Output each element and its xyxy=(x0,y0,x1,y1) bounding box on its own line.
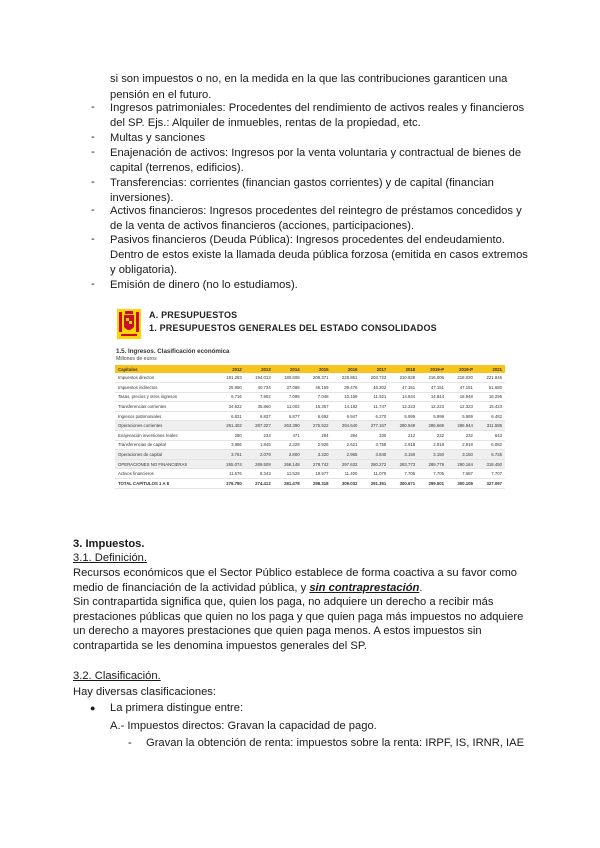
figure-title-1: A. PRESUPUESTOS xyxy=(149,310,238,320)
emphasis-text: sin contraprestación xyxy=(309,582,420,594)
table-cell: 6.482 xyxy=(476,411,505,421)
list-item-text: Activos financieros: Ingresos procedentes del reintegro de préstamos concedidos y xyxy=(110,205,522,217)
table-cell: 40.734 xyxy=(245,383,274,393)
list-dash: - xyxy=(91,233,95,245)
table-cell: 299.501 xyxy=(418,479,447,489)
table-cell: 2.621 xyxy=(332,440,361,450)
table-cell: 284 xyxy=(303,431,332,441)
list-dash: - xyxy=(91,131,95,143)
table-cell: 5.989 xyxy=(447,411,476,421)
table-cell: 14.844 xyxy=(418,392,447,402)
table-cell: 46.302 xyxy=(360,383,389,393)
list-item-text: Multas y sanciones xyxy=(110,132,206,144)
table-cell: 12.323 xyxy=(447,402,476,412)
table-cell: 280.272 xyxy=(360,459,389,469)
definition-line xyxy=(73,581,422,595)
income-table xyxy=(115,365,505,489)
table-header-cell: 2019-P xyxy=(418,365,447,373)
paragraph-line: Sin contrapartida significa que, quien los paga, no adquiere un derecho a recibir más xyxy=(73,596,494,608)
table-header-cell: 2017 xyxy=(360,365,389,373)
table-row xyxy=(115,479,505,489)
table-cell: 11.079 xyxy=(360,469,389,479)
table-cell: 11.528 xyxy=(274,469,303,479)
table-cell: 5.999 xyxy=(418,411,447,421)
table-cell: 6.082 xyxy=(476,440,505,450)
table-cell: 2.918 xyxy=(389,440,418,450)
table-cell: 286.944 xyxy=(447,421,476,431)
table-cell: 3.220 xyxy=(303,450,332,460)
table-cell: 3.761 xyxy=(216,450,245,460)
list-item-text: Emisión de dinero (no lo estudiamos). xyxy=(110,279,298,291)
table-cell: Ingresos patrimoniales xyxy=(115,411,216,421)
figure-header xyxy=(112,304,508,344)
table-row xyxy=(115,402,505,412)
spain-coat-of-arms-icon xyxy=(117,309,141,339)
table-cell: 212 xyxy=(389,431,418,441)
table-cell: Transferencias de capital xyxy=(115,440,216,450)
table-cell: 2.079 xyxy=(245,450,274,460)
table-cell: 3.150 xyxy=(418,450,447,460)
table-cell: Operaciones de capital xyxy=(115,450,216,460)
table-row xyxy=(115,392,505,402)
sub-dash: - xyxy=(128,737,132,749)
table-cell: 47.151 xyxy=(447,383,476,393)
bullet-text: La primera distingue entre: xyxy=(110,702,244,714)
table-cell: 6.831 xyxy=(216,411,245,421)
table-cell: 7.707 xyxy=(476,469,505,479)
table-cell: 298.318 xyxy=(303,479,332,489)
table-cell: 2.800 xyxy=(274,450,303,460)
table-row xyxy=(115,469,505,479)
table-cell: 203.723 xyxy=(360,373,389,383)
table-cell: 15.357 xyxy=(303,402,332,412)
table-cell: 12.223 xyxy=(418,402,447,412)
table-row xyxy=(115,383,505,393)
paragraph-line: prestaciones públicas que quien no los paga y que quien paga más impuestos no adquiere xyxy=(73,611,524,623)
table-cell: 232 xyxy=(447,431,476,441)
table-cell: 327.097 xyxy=(476,479,505,489)
table-row xyxy=(115,411,505,421)
table-cell: 286.669 xyxy=(418,421,447,431)
table-cell: 290.164 xyxy=(447,459,476,469)
table-cell: 283.773 xyxy=(389,459,418,469)
table-cell: 2.918 xyxy=(447,440,476,450)
table-cell: 14.844 xyxy=(389,392,418,402)
definition-text: . xyxy=(419,582,423,594)
table-cell: 275.522 xyxy=(303,421,332,431)
table-cell: 47.151 xyxy=(389,383,418,393)
table-cell: 1.845 xyxy=(245,440,274,450)
table-cell: 10.159 xyxy=(332,392,361,402)
table-header-cell: 2016 xyxy=(332,365,361,373)
table-cell: 300.671 xyxy=(389,479,418,489)
table-cell: 51.680 xyxy=(476,383,505,393)
table-cell: 39.476 xyxy=(332,383,361,393)
table-cell: 232 xyxy=(418,431,447,441)
list-item-text: Transferencias: corrientes (financian gastos corrientes) y de capital (financian xyxy=(110,177,494,189)
table-cell: 210.828 xyxy=(389,373,418,383)
table-cell: 6.716 xyxy=(216,392,245,402)
table-cell: 5.999 xyxy=(389,411,418,421)
table-cell: Impuestos directos xyxy=(115,373,216,383)
table-cell: 228.861 xyxy=(332,373,361,383)
figure-subtitle: 1.5. Ingresos. Clasificación económica xyxy=(116,348,230,355)
table-cell: 6.837 xyxy=(245,411,274,421)
table-cell: 291.351 xyxy=(360,479,389,489)
classification-sub-item: Gravan la obtención de renta: impuestos sobre la renta: IRPF, IS, IRNR, IAE xyxy=(146,737,525,749)
table-cell: 221.846 xyxy=(476,373,505,383)
table-cell: OPERACIONES NO FINANCIERAS xyxy=(115,459,216,469)
table-cell: Transferencias corrientes xyxy=(115,402,216,412)
list-dash: - xyxy=(91,101,95,113)
table-cell: 277.167 xyxy=(360,421,389,431)
list-item-text: del SP. Ejs.: Alquiler de inmuebles, rentas de la propiedad, etc. xyxy=(110,117,421,129)
table-cell: 7.048 xyxy=(303,392,332,402)
table-cell: 6.947 xyxy=(332,411,361,421)
list-item-text: y obligatoria). xyxy=(110,264,178,276)
table-header-cell: 2013 xyxy=(245,365,274,373)
table-header-cell: 2012 xyxy=(216,365,245,373)
table-cell: 6.725 xyxy=(476,450,505,460)
table-cell: 234 xyxy=(245,431,274,441)
paragraph-line: contrapartida se les denomina impuestos generales del SP. xyxy=(73,640,367,652)
definition-line: Recursos económicos que el Sector Público establece de forma coactiva a su favor como xyxy=(73,567,517,579)
table-header-cell: 2014 xyxy=(274,365,303,373)
table-cell: 289.509 xyxy=(245,459,274,469)
table-cell: 34.622 xyxy=(216,402,245,412)
table-cell: 3.886 xyxy=(216,440,245,450)
table-cell: 11.002 xyxy=(274,402,303,412)
table-cell: 6.877 xyxy=(274,411,303,421)
table-cell: 3.840 xyxy=(360,450,389,460)
table-cell: 2.965 xyxy=(332,450,361,460)
table-cell: 318.450 xyxy=(476,459,505,469)
table-cell: 37.088 xyxy=(274,383,303,393)
budget-figure xyxy=(112,304,508,533)
table-cell: 300.109 xyxy=(447,479,476,489)
list-item-text: capital (terrenos, edificios). xyxy=(110,162,244,174)
table-cell: 11.400 xyxy=(332,469,361,479)
table-cell: 7.902 xyxy=(245,392,274,402)
table-cell: 289.779 xyxy=(418,459,447,469)
table-cell: 11.921 xyxy=(360,392,389,402)
table-cell: 309.032 xyxy=(332,479,361,489)
table-cell: 297.632 xyxy=(332,459,361,469)
table-cell: 311.585 xyxy=(476,421,505,431)
table-cell: 6.692 xyxy=(303,411,332,421)
section-heading: 3. Impuestos. xyxy=(73,538,145,550)
table-cell: 2.918 xyxy=(418,440,447,450)
table-cell: 7.705 xyxy=(418,469,447,479)
table-cell: 191.283 xyxy=(216,373,245,383)
table-cell: 6.270 xyxy=(360,411,389,421)
table-cell: 12.223 xyxy=(389,402,418,412)
classification-intro: Hay diversas clasificaciones: xyxy=(73,686,217,698)
table-cell: 2.329 xyxy=(274,440,303,450)
list-dash: - xyxy=(91,146,95,158)
list-item-text: de la venta de activos financieros (acciones, participaciones). xyxy=(110,220,415,232)
table-cell: 7.705 xyxy=(389,469,418,479)
subsection-heading-classification: 3.2. Clasificación. xyxy=(73,670,161,682)
table-cell: 47.151 xyxy=(418,383,447,393)
table-cell: 3.150 xyxy=(447,450,476,460)
table-cell: 287.327 xyxy=(245,421,274,431)
table-row xyxy=(115,421,505,431)
table-cell: 35.860 xyxy=(245,402,274,412)
table-cell: 2.926 xyxy=(303,440,332,450)
table-cell: Operaciones corrientes xyxy=(115,421,216,431)
table-header-cell: 2015 xyxy=(303,365,332,373)
intro-line: pensión en el futuro. xyxy=(110,89,212,101)
list-dash: - xyxy=(91,204,95,216)
table-cell: 180.608 xyxy=(274,373,303,383)
subsection-heading-definition: 3.1. Definición. xyxy=(73,552,148,564)
table-row xyxy=(115,431,505,441)
table-cell: TOTAL CAPÍTULOS 1 A 8 xyxy=(115,479,216,489)
table-header-cell: 2021 xyxy=(476,365,505,373)
table-cell: 266.148 xyxy=(274,459,303,469)
table-cell: 3.150 xyxy=(389,450,418,460)
table-cell: 209.371 xyxy=(303,373,332,383)
table-cell: 16.295 xyxy=(476,392,505,402)
table-cell: 263.390 xyxy=(274,421,303,431)
table-row xyxy=(115,459,505,469)
table-cell: 7.095 xyxy=(274,392,303,402)
table-header-cell: 2019-P xyxy=(447,365,476,373)
table-header-cell: Capítulos xyxy=(115,365,216,373)
table-cell: 278.742 xyxy=(303,459,332,469)
table-cell: 261.402 xyxy=(216,421,245,431)
table-cell: 18.948 xyxy=(447,392,476,402)
table-cell: 394 xyxy=(332,431,361,441)
table-row xyxy=(115,450,505,460)
table-cell: 7.687 xyxy=(447,469,476,479)
intro-line: si son impuestos o no, en la medida en la que las contribuciones garanticen una xyxy=(110,73,508,85)
list-item-text: inversiones). xyxy=(110,192,174,204)
table-cell: 46.159 xyxy=(303,383,332,393)
table-row xyxy=(115,373,505,383)
table-cell: Activos financieros xyxy=(115,469,216,479)
table-cell: 280 xyxy=(216,431,245,441)
table-cell: 218.020 xyxy=(447,373,476,383)
table-cell: 14.182 xyxy=(332,402,361,412)
table-cell: 11.747 xyxy=(360,402,389,412)
table-cell: 8.343 xyxy=(245,469,274,479)
table-cell: 3.758 xyxy=(360,440,389,450)
list-item-text: Pasivos financieros (Deuda Pública): Ingresos procedentes del endeudamiento. xyxy=(110,234,505,246)
table-cell: 25.950 xyxy=(216,383,245,393)
table-cell: 15.423 xyxy=(476,402,505,412)
table-cell: 274.412 xyxy=(245,479,274,489)
table-header-row xyxy=(115,365,505,373)
table-row xyxy=(115,440,505,450)
table-cell: 194.013 xyxy=(245,373,274,383)
table-cell: 265.074 xyxy=(216,459,245,469)
list-item-text: Dentro de estos existe la llamada deuda pública forzosa (emitida en casos extremos xyxy=(110,249,528,261)
bullet-icon: ● xyxy=(90,703,96,713)
list-dash: - xyxy=(91,176,95,188)
table-cell: 280.949 xyxy=(389,421,418,431)
table-cell: 281.478 xyxy=(274,479,303,489)
table-cell: 216.006 xyxy=(418,373,447,383)
figure-units: Millones de euros xyxy=(116,356,157,362)
table-cell: 11.576 xyxy=(216,469,245,479)
table-cell: Impuestos indirectos xyxy=(115,383,216,393)
classification-a: A.- Impuestos directos: Gravan la capacidad de pago. xyxy=(110,720,377,732)
table-cell: 330 xyxy=(360,431,389,441)
table-cell: Tasas, precios y otros ingresos xyxy=(115,392,216,402)
table-cell: 294.640 xyxy=(332,421,361,431)
paragraph-line: un derecho a mayores prestaciones que quien paga menos. A estos impuestos sin xyxy=(73,625,482,637)
table-cell: Enajenación inversiones reales xyxy=(115,431,216,441)
table-header-cell: 2018 xyxy=(389,365,418,373)
definition-text: medio de financiación de la actividad pública, y xyxy=(73,582,310,594)
list-dash: - xyxy=(91,278,95,290)
figure-title-2: 1. PRESUPUESTOS GENERALES DEL ESTADO CONSOLIDADOS xyxy=(149,323,437,333)
table-cell: 643 xyxy=(476,431,505,441)
list-item-text: Enajenación de activos: Ingresos por la venta voluntaria y contractual de bienes de xyxy=(110,147,522,159)
table-cell: 276.780 xyxy=(216,479,245,489)
table-cell: 471 xyxy=(274,431,303,441)
table-cell: 19.577 xyxy=(303,469,332,479)
list-item-text: Ingresos patrimoniales: Procedentes del rendimiento de activos reales y financieros xyxy=(110,102,525,114)
